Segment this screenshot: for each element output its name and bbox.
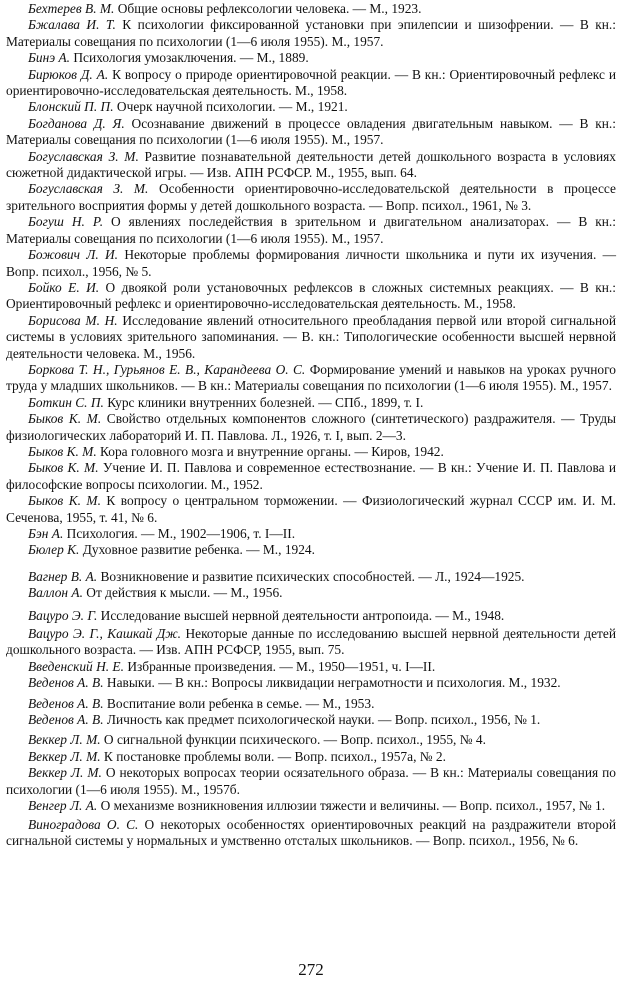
reference-entry	[6, 444, 616, 460]
reference-entry	[6, 798, 616, 814]
reference-text: О двоякой роли установочных рефлексов в сложных системных реакциях. — В кн.: Ориентировочный рефлекс и ориентировочно-исследовательская деятельность. М., 1958.	[6, 279, 616, 312]
reference-author: Боркова Т. Н., Гурьянов Е. В., Карандеева О. С.	[28, 361, 306, 377]
reference-text: Свойство отдельных компонентов сложного (синтетического) раздражителя. — Труды физиологических лабораторий И. П. Павлова. Л., 1926, т. I, вып. 2—3.	[6, 411, 617, 443]
reference-author: Блонский П. П.	[28, 99, 114, 115]
reference-entry	[6, 526, 616, 542]
reference-author: Вацуро Э. Г., Кашкай Дж.	[28, 626, 182, 642]
reference-author: Бжалава И. Т.	[28, 17, 116, 33]
reference-author: Веденов А. В.	[28, 675, 104, 691]
reference-text: Очерк научной психологии. — М., 1921.	[113, 99, 348, 115]
reference-author: Богуславская З. М.	[28, 148, 139, 164]
reference-author: Вагнер В. А.	[28, 568, 98, 584]
reference-text: Некоторые проблемы формирования личности школьника и пути их изучения. — Вопр. психол., 1956, № 5.	[6, 247, 617, 279]
reference-text: Психология. — М., 1902—1906, т. I—II.	[63, 526, 296, 541]
reference-text: К постановке проблемы воли. — Вопр. психол., 1957а, № 2.	[100, 748, 446, 764]
reference-text: Навыки. — В кн.: Вопросы ликвидации неграмотности и психология. М., 1932.	[103, 675, 561, 691]
reference-author: Быков К. М.	[28, 460, 99, 476]
reference-author: Валлон А.	[28, 585, 83, 601]
reference-entry	[6, 675, 616, 691]
reference-entry	[6, 659, 616, 675]
reference-text: К психологии фиксированной установки при эпилепсии и шизофрении. — В кн.: Материалы совещания по психологии (1—6 июля 1955). М., 1957.	[6, 17, 616, 49]
reference-text: От действия к мысли. — М., 1956.	[82, 585, 283, 601]
reference-author: Богданова Д. Я.	[28, 115, 125, 131]
reference-text: Особенности ориентировочно-исследовательской деятельности в процессе зрительного восприятия формы у детей дошкольного возраста. — Вопр. психол., 1961, № 3.	[6, 181, 616, 213]
reference-entry	[6, 99, 616, 115]
reference-entry	[6, 493, 616, 526]
reference-entry	[6, 569, 616, 585]
reference-author: Веденов А. В.	[28, 712, 104, 728]
reference-text: Кора головного мозга и внутренние органы. — Киров, 1942.	[96, 443, 444, 459]
reference-text: Осознавание движений в процессе овладения двигательным навыком. — В кн.: Материалы совещания по психологии (1—6 июля 1955). М., 1957.	[6, 115, 616, 148]
reference-text: О механизме возникновения иллюзии тяжести и величины. — Вопр. психол., 1957, № 1.	[97, 798, 606, 814]
reference-entry	[6, 817, 616, 850]
reference-author: Веккер Л. М.	[28, 748, 101, 764]
reference-text: Избранные произведения. — М., 1950—1951, ч. I—II.	[123, 658, 436, 674]
reference-author: Богуш Н. Р.	[28, 214, 104, 230]
reference-text: Исследование явлений относительного преобладания первой или второй сигнальной системы в условиях зрительного запоминания. — В. кн.: Типологические особенности высшей нервной деятельности человека. М., 1956.	[6, 312, 617, 361]
reference-author: Быков К. М.	[28, 411, 102, 427]
reference-entry	[6, 67, 616, 100]
book-page	[6, 0, 616, 999]
reference-author: Виноградова О. С.	[28, 816, 139, 832]
reference-entry	[6, 214, 616, 247]
reference-author: Быков К. М.	[28, 443, 97, 459]
reference-author: Введенский Н. Е.	[28, 658, 124, 674]
reference-entry	[6, 395, 616, 411]
page-number: 272	[298, 960, 324, 979]
reference-entry	[6, 181, 616, 214]
reference-text: О некоторых особенностях ориентировочных реакций на раздражители второй сигнальной системы у нормальных и умственно отсталых школьников. — Вопр. психол., 1956, № 6.	[6, 816, 616, 848]
reference-entry	[6, 362, 616, 395]
reference-entry	[6, 608, 616, 624]
reference-entry	[6, 749, 616, 765]
reference-text: О сигнальной функции психического. — Вопр. психол., 1955, № 4.	[100, 732, 486, 748]
reference-text: Воспитание воли ребенка в семье. — М., 1953.	[103, 695, 375, 711]
reference-entry	[6, 280, 616, 313]
reference-entry	[6, 585, 616, 601]
reference-entry	[6, 116, 616, 149]
reference-author: Веккер Л. М.	[28, 732, 101, 748]
reference-text: О явлениях последействия в зрительном и двигательном анализаторах. — В кн.: Материалы совещания по психологии (1—6 июля 1955). М., 1957.	[6, 214, 616, 246]
reference-text: Исследование высшей нервной деятельности антропоида. — М., 1948.	[97, 607, 505, 623]
reference-entry	[6, 626, 616, 659]
reference-entry	[6, 696, 616, 712]
reference-author: Вацуро Э. Г.	[28, 607, 98, 623]
reference-text: Курс клиники внутренних болезней. — СПб., 1899, т. I.	[103, 394, 424, 410]
reference-author: Бюлер К.	[28, 542, 80, 558]
reference-entry	[6, 712, 616, 728]
reference-entry	[6, 50, 616, 66]
reference-author: Борисова М. Н.	[28, 312, 118, 328]
reference-author: Бирюков Д. А.	[28, 66, 109, 82]
reference-text: Развитие познавательной деятельности детей дошкольного возраста в условиях сюжетной дидактической игры. — Изв. АПН РСФСР. М., 1955, вып. 64.	[6, 148, 616, 181]
reference-author: Божович Л. И.	[28, 247, 119, 263]
reference-text: Учение И. П. Павлова и современное естествознание. — В кн.: Учение И. П. Павлова и философские вопросы психологии. М., 1952.	[6, 460, 616, 492]
reference-entry	[6, 313, 616, 362]
reference-author: Венгер Л. А.	[28, 798, 98, 814]
reference-author: Бэн А.	[28, 526, 64, 541]
reference-text: Личность как предмет психологической науки. — Вопр. психол., 1956, № 1.	[103, 712, 541, 728]
reference-author: Бойко Е. И.	[28, 279, 100, 295]
reference-text: Психология умозаключения. — М., 1889.	[70, 50, 309, 66]
reference-author: Богуславская З. М.	[28, 181, 149, 197]
reference-author: Боткин С. П.	[28, 394, 104, 410]
reference-text: О некоторых вопросах теории осязательного образа. — В кн.: Материалы совещания по психологии (1—6 июля 1955). М., 1957б.	[6, 765, 616, 797]
reference-entry	[6, 732, 616, 748]
reference-text: Формирование умений и навыков на уроках ручного труда у младших школьников. — В кн.: Материалы совещания по психологии (1—6 июля 1955). М., 1957.	[6, 361, 616, 394]
reference-entry	[6, 17, 616, 50]
reference-entry	[6, 765, 616, 798]
reference-text: Общие основы рефлексологии человека. — М., 1923.	[114, 1, 422, 16]
reference-author: Веккер Л. М.	[28, 765, 102, 781]
reference-entry	[6, 542, 616, 558]
reference-author: Бинэ А.	[28, 50, 71, 66]
reference-text: К вопросу о центральном торможении. — Физиологический журнал СССР им. И. М. Сеченова, 1955, т. 41, № 6.	[6, 493, 616, 525]
reference-text: Некоторые данные по исследованию высшей нервной деятельности детей дошкольного возраста. — Изв. АПН РСФСР, 1955, вып. 75.	[6, 626, 616, 658]
reference-entry	[6, 1, 616, 17]
reference-text: Возникновение и развитие психических способностей. — Л., 1924—1925.	[97, 568, 525, 584]
reference-author: Веденов А. В.	[28, 695, 104, 711]
bibliography-list	[6, 0, 616, 849]
reference-text: К вопросу о природе ориентировочной реакции. — В кн.: Ориентировочный рефлекс и ориентировочно-исследовательская деятельность. М., 1958.	[6, 66, 616, 99]
reference-author: Быков К. М.	[28, 493, 101, 509]
reference-entry	[6, 460, 616, 493]
reference-entry	[6, 247, 616, 280]
reference-text: Духовное развитие ребенка. — М., 1924.	[79, 542, 315, 558]
reference-author: Бехтерев В. М.	[28, 1, 115, 16]
reference-entry	[6, 149, 616, 182]
reference-entry	[6, 411, 616, 444]
